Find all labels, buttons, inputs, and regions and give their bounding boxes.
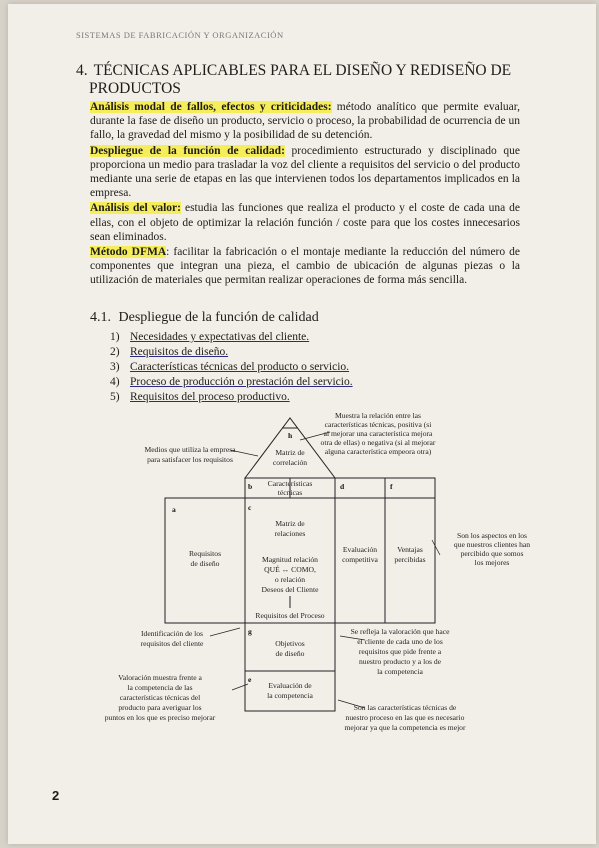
annotation-left-bottom-1: Valoración muestra frente a bbox=[118, 673, 202, 682]
annotation-top-right-2: características técnicas, positiva (si bbox=[324, 420, 432, 429]
subsection-number: 4.1. bbox=[90, 310, 111, 325]
tech-chars-label-1: Características bbox=[267, 479, 313, 488]
requirements-label-1: Requisitos bbox=[188, 549, 222, 558]
annotation-top-right-3: al mejorar una característica mejora bbox=[323, 429, 433, 438]
label-f: f bbox=[390, 482, 393, 491]
label-e: e bbox=[248, 675, 252, 684]
annotation-right-2: que nuestros clientes han bbox=[453, 540, 531, 549]
annotation-right-4: los mejores bbox=[474, 558, 510, 567]
eval-comp-label-1: Evaluación bbox=[342, 545, 378, 554]
roof-label-2: correlación bbox=[272, 458, 308, 467]
label-g: g bbox=[248, 627, 252, 636]
relations-label-2: relaciones bbox=[274, 529, 306, 538]
roof-label-1: Matriz de bbox=[275, 448, 305, 457]
eval-comp-label-2: competitiva bbox=[342, 555, 378, 564]
eval-competition-label-2: la competencia bbox=[267, 691, 313, 700]
advantages-label-2: percibidas bbox=[394, 555, 426, 564]
requirements-label-2: de diseño bbox=[190, 559, 220, 568]
annotation-right-mid-5: la competencia bbox=[377, 667, 423, 676]
label-a: a bbox=[172, 505, 176, 514]
annotation-right-bottom-3: mejorar ya que la competencia es mejor bbox=[344, 723, 466, 732]
magnitude-label-4: Deseos del Cliente bbox=[261, 585, 319, 594]
magnitude-label-2: QUÉ ↔ COMO, bbox=[264, 565, 316, 574]
step-number: 5) bbox=[110, 391, 120, 403]
eval-competition-label-1: Evaluación de bbox=[268, 681, 312, 690]
step-text: Requisitos de diseño. bbox=[130, 346, 229, 358]
label-c: c bbox=[248, 503, 252, 512]
step-number: 3) bbox=[110, 361, 120, 373]
objectives-label-2: de diseño bbox=[275, 649, 305, 658]
definition-term: Despliegue de la función de calidad: bbox=[90, 144, 285, 157]
tech-chars-label-2: técnicas bbox=[277, 488, 303, 497]
step-number: 2) bbox=[110, 346, 120, 358]
annotation-top-right-4: otra de ellas) o negativa (si al mejorar bbox=[320, 438, 436, 447]
step-number: 4) bbox=[110, 376, 120, 388]
definition-text: método analítico que permite evaluar, durante la fase de diseño un producto, servicio o proceso, la probabilidad de ocurrencia de un fallo, la gravedad del mismo y la posibilidad de su detención. bbox=[90, 101, 520, 142]
definition-text: procedimiento estructurado y disciplinado que proporciona un medio para trasladar la voz del cliente a requisitos del servicio o del producto mediante una serie de etapas en las que intervienen todos los departamentos implicados en la empresa. bbox=[90, 144, 520, 200]
section-title-line1: TÉCNICAS APLICABLES PARA EL DISEÑO Y REDISEÑO DE bbox=[93, 62, 512, 79]
definition-text: estudia las funciones que realiza el producto y el coste de cada una de ellas, con el objeto de optimizar la relación función / coste para que los costes innecesarios sean eliminados. bbox=[90, 202, 521, 243]
magnitude-label-1: Magnitud relación bbox=[262, 555, 318, 564]
page-header: SISTEMAS DE FABRICACIÓN Y ORGANIZACIÓN bbox=[76, 30, 284, 40]
label-h: h bbox=[288, 431, 293, 440]
annotation-top-left-1: Medios que utiliza la empresa bbox=[144, 445, 236, 454]
page-number: 2 bbox=[52, 788, 60, 803]
step-text: Características técnicas del producto o servicio. bbox=[130, 361, 350, 373]
section-number: 4. bbox=[76, 62, 88, 79]
annotation-right-mid-1: Se refleja la valoración que hace bbox=[350, 627, 450, 636]
step-number: 1) bbox=[110, 331, 120, 343]
annotation-right-mid-4: nuestro producto y a los de bbox=[358, 657, 442, 666]
subsection-title-text: Despliegue de la función de calidad bbox=[118, 310, 319, 325]
annotation-right-mid-3: requisitos que pide frente a bbox=[358, 647, 442, 656]
magnitude-label-3: o relación bbox=[274, 575, 306, 584]
objectives-label-1: Objetivos bbox=[275, 639, 305, 648]
annotation-top-right-1: Muestra la relación entre las bbox=[334, 411, 422, 420]
annotation-top-left-2: para satisfacer los requisitos bbox=[147, 455, 233, 464]
section-title-line2: PRODUCTOS bbox=[89, 80, 181, 97]
definition-term: Método DFMA bbox=[90, 246, 167, 259]
definition-text: : facilitar la fabricación o el montaje mediante la reducción del número de componentes que integran una pieza, el cambio de ubicación de algunas piezas o la utilización de materiales que permitan realizar operaciones de forma más sencilla. bbox=[90, 246, 520, 287]
annotation-left-bottom-2: la competencia de las bbox=[127, 683, 193, 692]
label-d: d bbox=[340, 482, 345, 491]
process-req-label: Requisitos del Proceso bbox=[255, 611, 325, 620]
annotation-left-mid-2: requisitos del cliente bbox=[140, 639, 204, 648]
step-text: Proceso de producción o prestación del servicio. bbox=[130, 376, 353, 388]
annotation-left-bottom-4: producto para averiguar los bbox=[118, 703, 202, 712]
annotation-top-right-5: alguna característica empeora otra) bbox=[324, 447, 432, 456]
step-text: Necesidades y expectativas del cliente. bbox=[130, 331, 310, 343]
step-text: Requisitos del proceso productivo. bbox=[130, 391, 290, 403]
annotation-left-bottom-5: puntos en los que es preciso mejorar bbox=[104, 713, 216, 722]
definition-term: Análisis del valor: bbox=[90, 202, 181, 215]
advantages-label-1: Ventajas bbox=[397, 545, 423, 554]
annotation-right-3: percibido que somos bbox=[460, 549, 524, 558]
relations-label-1: Matriz de bbox=[275, 519, 305, 528]
definition-term: Análisis modal de fallos, efectos y criticidades: bbox=[90, 101, 332, 113]
annotation-left-mid-1: Identificación de los bbox=[141, 629, 203, 638]
annotation-right-bottom-1: Son las características técnicas de bbox=[353, 703, 457, 712]
annotation-left-bottom-3: características técnicas del bbox=[119, 693, 201, 702]
annotation-right-bottom-2: nuestro proceso en las que es necesario bbox=[345, 713, 465, 722]
label-b: b bbox=[248, 482, 253, 491]
annotation-right-1: Son los aspectos en los bbox=[456, 531, 528, 540]
annotation-right-mid-2: el cliente de cada uno de los bbox=[357, 637, 443, 646]
